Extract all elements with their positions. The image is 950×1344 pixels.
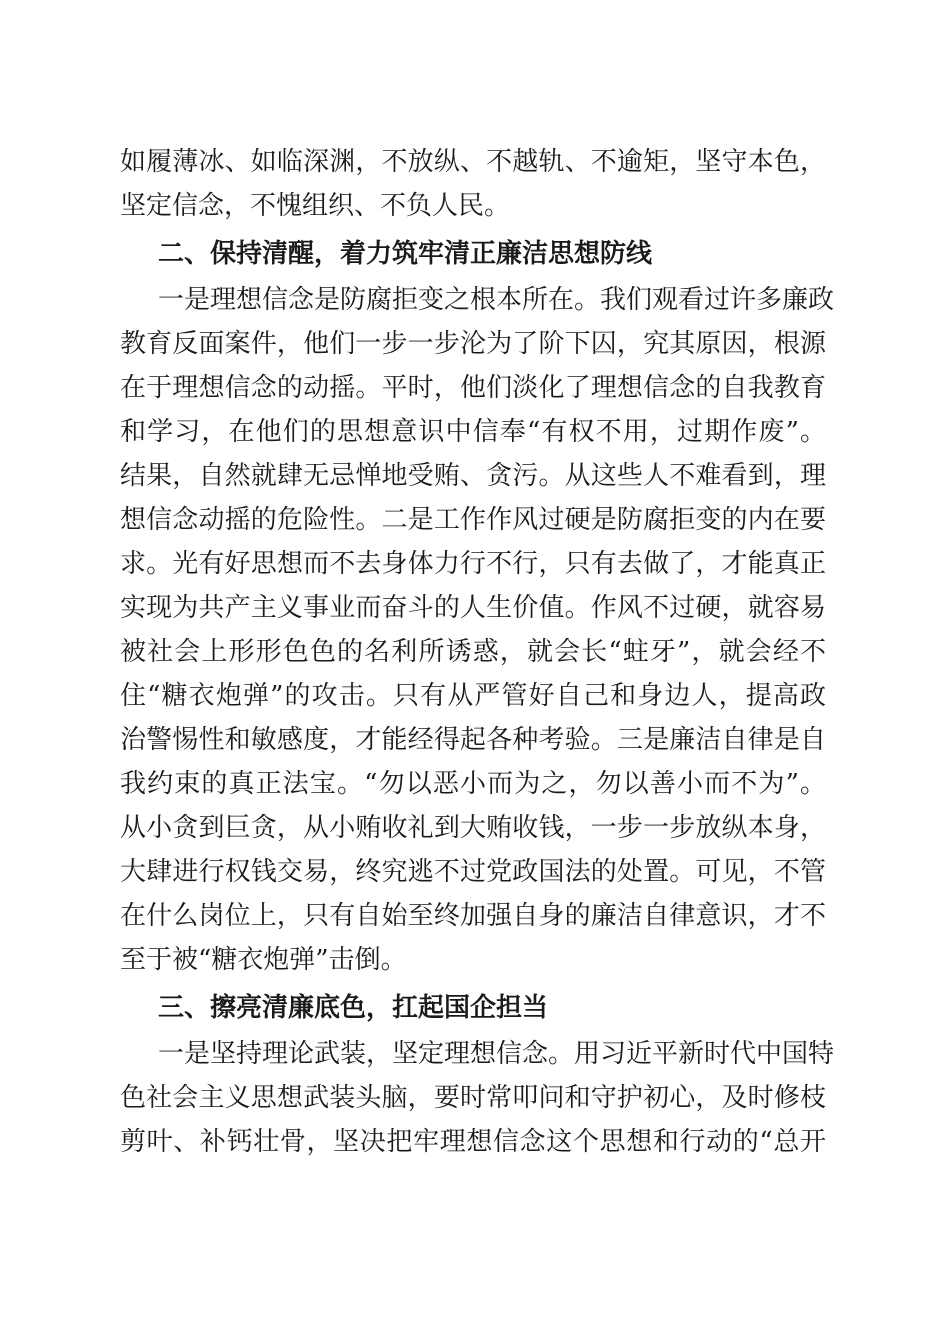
text-line: 求。光有好思想而不去身体力行不行，只有去做了，才能真正: [120, 549, 826, 579]
text-line: 教育反面案件，他们一步一步沦为了阶下囚，究其原因，根源: [120, 329, 826, 359]
text-line: 住“糖衣炮弹”的攻击。只有从严管好自己和身边人，提高政: [120, 681, 826, 711]
text-line: 一是坚持理论武装，坚定理想信念。用习近平新时代中国特: [158, 1039, 835, 1069]
text-line: 想信念动摇的危险性。二是工作作风过硬是防腐拒变的内在要: [120, 505, 826, 535]
section-heading-3: 三、擦亮清廉底色，扛起国企担当: [158, 993, 549, 1023]
text-line: 大肆进行权钱交易，终究逃不过党政国法的处置。可见，不管: [120, 857, 826, 887]
text-line: 色社会主义思想武装头脑，要时常叩问和守护初心，及时修枝: [120, 1083, 826, 1113]
text-line: 结果，自然就肆无忌惮地受贿、贪污。从这些人不难看到，理: [120, 461, 826, 491]
text-line: 至于被“糖衣炮弹”击倒。: [120, 945, 407, 975]
section-heading-2: 二、保持清醒，着力筑牢清正廉洁思想防线: [158, 239, 653, 269]
text-line: 我约束的真正法宝。“勿以恶小而为之，勿以善小而不为”。: [120, 769, 826, 799]
text-line: 如履薄冰、如临深渊，不放纵、不越轨、不逾矩，坚守本色，: [120, 147, 826, 177]
text-line: 一是理想信念是防腐拒变之根本所在。我们观看过许多廉政: [158, 285, 835, 315]
text-line: 实现为共产主义事业而奋斗的人生价值。作风不过硬，就容易: [120, 593, 826, 623]
text-line: 被社会上形形色色的名利所诱惑，就会长“蛀牙”，就会经不: [120, 637, 826, 667]
text-line: 治警惕性和敏感度，才能经得起各种考验。三是廉洁自律是自: [120, 725, 826, 755]
text-line: 坚定信念，不愧组织、不负人民。: [120, 191, 511, 221]
text-line: 在于理想信念的动摇。平时，他们淡化了理想信念的自我教育: [120, 373, 826, 403]
text-line: 从小贪到巨贪，从小贿收礼到大贿收钱，一步一步放纵本身，: [120, 813, 826, 843]
text-line: 剪叶、补钙壮骨，坚决把牢理想信念这个思想和行动的“总开: [120, 1127, 826, 1157]
text-line: 和学习，在他们的思想意识中信奉“有权不用，过期作废”。: [120, 417, 826, 447]
text-line: 在什么岗位上，只有自始至终加强自身的廉洁自律意识，才不: [120, 901, 826, 931]
